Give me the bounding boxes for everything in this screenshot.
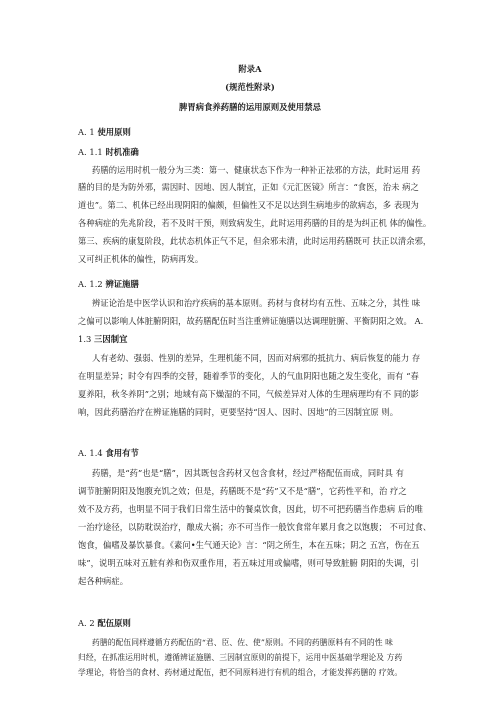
paragraph-line: 调节脏腑阴阳及饱腹充饥之效；但是，药膳既不是“药”又不是“膳”，它药性平和，治 疗之: [78, 486, 407, 496]
paragraph-line: 夏养阳，秋冬养阴”之别；地域有高下燥湿的不同，气候差异对人体的生理病理均有不 同的影: [78, 389, 419, 399]
document-title: 脾胃病食养药膳的运用原则及使用禁忌: [179, 102, 321, 112]
paragraph-line: 膳的目的是为防外邪，需因时、因地、因人制宜，正如《元汇医镜》所言：“食医，治未 病之: [78, 182, 419, 192]
paragraph-line: 响，因此药膳治疗在辨证施膳的同时，更要坚持“因人、因时、因地”的三因制宜原 则。: [78, 407, 399, 417]
paragraph-line: 人有老幼、强弱、性别的差异，生理机能不同，因而对病邪的抵抗力、病后恢复的能力 存: [92, 353, 421, 363]
paragraph-line: 各种病症的先兆阶段，若不及时干预，则致病发生，此时运用药膳的目的是为纠正机 体的偏性。: [78, 218, 432, 228]
section-heading-a13: 1.3 三因制宜: [78, 334, 128, 344]
appendix-title: 附录A: [238, 64, 262, 74]
paragraph-line: 药膳的配伍同样遵循方药配伍的“君、臣、佐、使”原则。不同的药膳原料有不同的性 味: [92, 638, 393, 647]
paragraph-line: 起各种病症。: [78, 576, 129, 586]
section-heading-a14: A. 1.4 食用有节: [78, 448, 139, 458]
section-heading-a1: A. 1 使用原则: [78, 127, 131, 137]
paragraph-line: 道也”。第二、机体已经出现阴阳的偏颇，但偏性又不足以达到生病地步的欲病态，多 表现为: [78, 200, 419, 210]
paragraph-line: 味”，说明五味对五脏有养和伤双重作用，若五味过用或偏嗜，则可导致脏腑 阴阳的失调，引: [78, 558, 419, 568]
appendix-subtitle: (规范性附录): [225, 82, 275, 92]
paragraph-line: 第三、疾病的康复阶段，此状态机体正气不足，但余邪未清，此时运用药膳既可 扶正以清余邪，: [78, 236, 432, 246]
paragraph-line: 之偏可以影响人体脏腑阴阳，故药膳配伍时当注重辨证施膳以达调理脏腑、平衡阴阳之效。 A.: [78, 316, 424, 326]
section-heading-a2: A. 2 配伍原则: [78, 618, 131, 628]
paragraph-line: 在明显差异；时令有四季的交替，随着季节的变化，人的气血阴阳也随之发生变化，而有 “春: [78, 371, 419, 381]
paragraph-line: 归经，在抓准运用时机，遵循辨证施膳、三因制宜原则的前提下，运用中医基础学理论及 方药: [78, 653, 403, 662]
paragraph-line: 药膳，是“药”也是“膳”，因其既包含药材又包含食材，经过严格配伍而成，同时具 有: [92, 468, 404, 478]
paragraph-line: 又可纠正机体的偏性，防病再发。: [78, 254, 204, 264]
paragraph-line: 药膳的运用时机一般分为三类：第一、健康状态下作为一种补正祛邪的方法，此时运用 药: [92, 165, 421, 175]
section-heading-a11: A. 1.1 时机准确: [78, 147, 139, 157]
paragraph-line: 一治疗途径，以防耽误治疗，酿成大祸；亦不可当作一般饮食常年累月食之以饱腹； 不可过食、: [78, 522, 432, 532]
section-heading-a12: A. 1.2 辨证施膳: [78, 279, 139, 289]
paragraph-line: 辨证论治是中医学认识和治疗疾病的基本原则。药材与食材均有五性、五味之分，其性 味: [92, 298, 421, 308]
paragraph-line: 饱食，偏嗜及暴饮暴食。《素问•生气通天论》言：“阴之所生，本在五味；阴之 五宫，伤在五: [78, 540, 420, 550]
paragraph-line: 效不及方药，也明显不同于我们日常生活中的餐桌饮食，因此，切不可把药膳当作患病 后的唯: [78, 504, 423, 514]
paragraph-line: 学理论，将恰当的食材、药材通过配伍，把不同原料进行有机的组合，才能发挥药膳的 疗效。: [78, 668, 403, 677]
